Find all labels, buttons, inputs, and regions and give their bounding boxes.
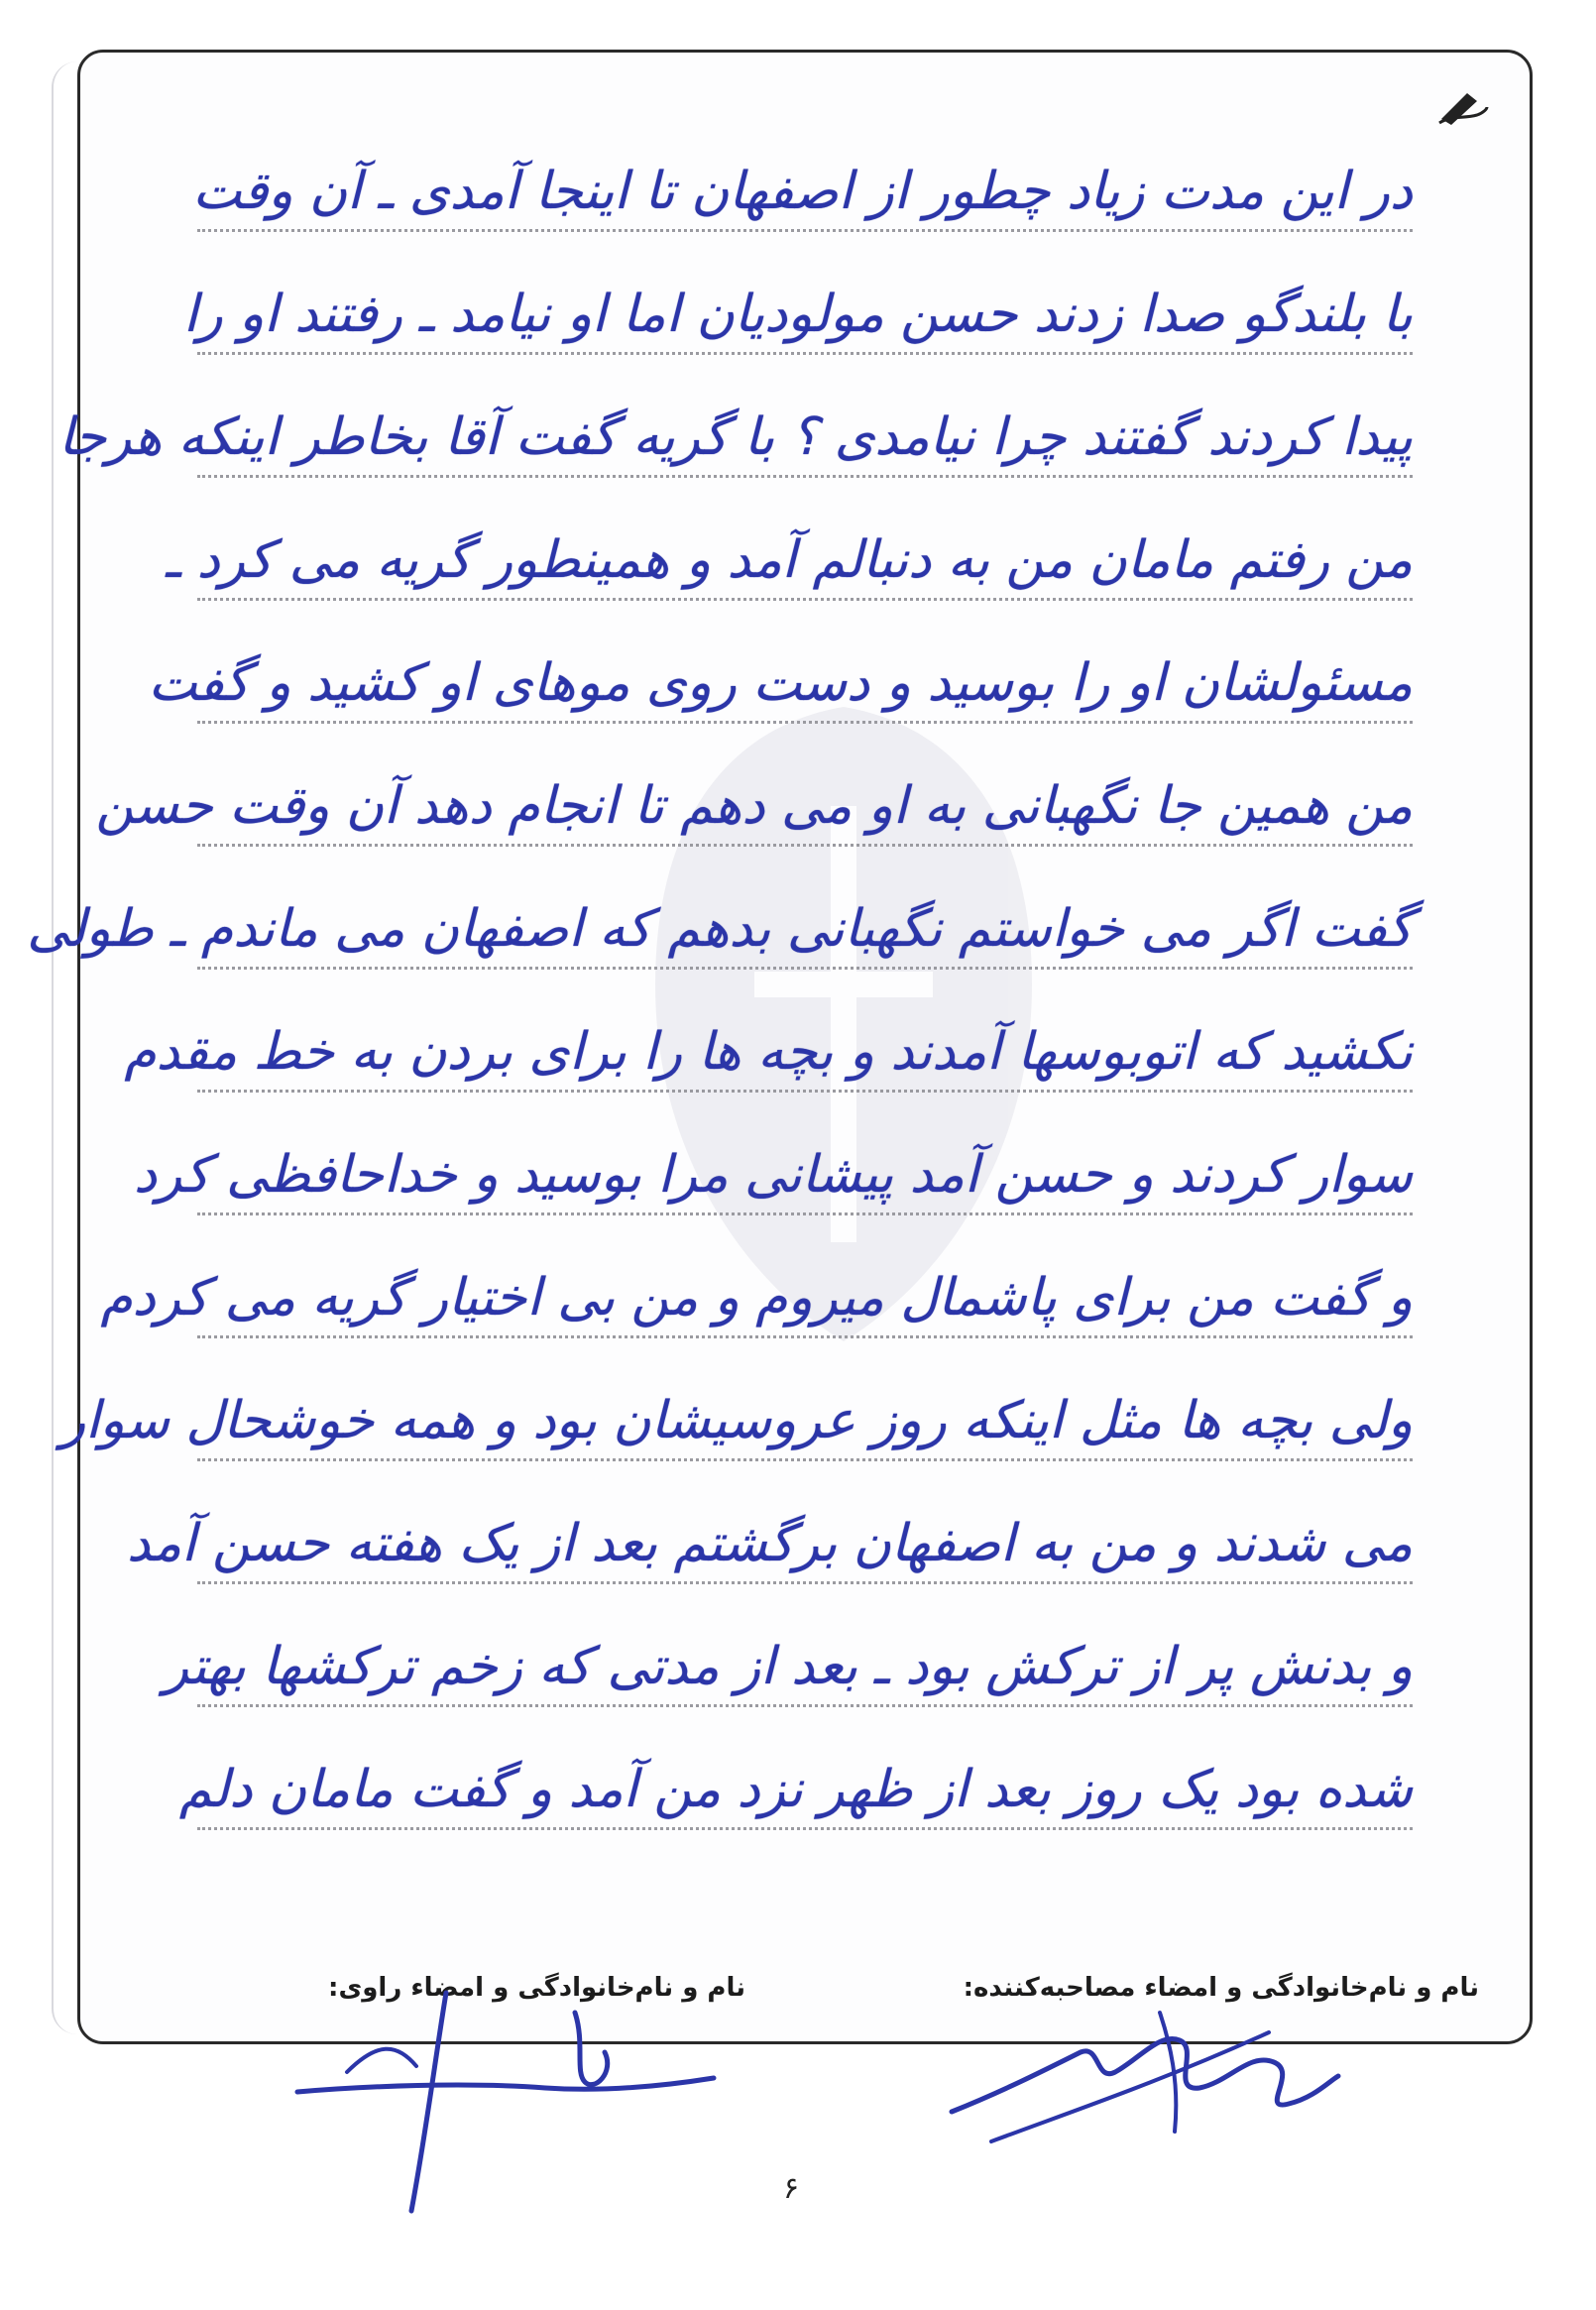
handwritten-text: مسئولشان او را بوسید و دست روی موهای او کشید و گفت <box>148 653 1413 713</box>
handwritten-text: گفت اگر می خواستم نگهبانی بدهم که اصفهان می ماندم ـ طولی <box>27 899 1413 959</box>
handwritten-text: با بلندگو صدا زدند حسن مولودیان اما او نیامد ـ رفتند او را <box>183 285 1413 344</box>
line-9 <box>133 1096 1413 1215</box>
handwritten-text: ولی بچه ها مثل اینکه روز عروسیشان بود و همه خوشحال سوار <box>59 1391 1413 1450</box>
handwritten-text: سوار کردند و حسن آمد پیشانی مرا بوسید و خداحافظی کرد <box>133 1145 1413 1205</box>
interviewer-signature <box>932 1993 1348 2161</box>
handwritten-text: در این مدت زیاد چطور از اصفهان تا اینجا آمدی ـ آن وقت <box>192 162 1413 221</box>
line-5 <box>148 604 1413 724</box>
line-1 <box>192 112 1413 232</box>
line-10 <box>100 1218 1413 1338</box>
interview-sheet <box>27 50 1533 2044</box>
line-11 <box>59 1341 1413 1461</box>
narrator-signature-label: نام و نام‌خانوادگی و امضاء راوی: <box>328 1973 745 2003</box>
line-13 <box>163 1587 1413 1707</box>
handwritten-text: نکشید که اتوبوسها آمدند و بچه ها را برای بردن به خط مقدم <box>124 1022 1413 1082</box>
handwritten-text: من رفتم مامان من به دنبالم آمد و همینطور گریه می کرد ـ <box>165 530 1413 590</box>
interviewer-signature-label: نام و نام‌خانوادگی و امضاء مصاحبه‌کننده: <box>963 1973 1479 2003</box>
page-number: ۶ <box>783 2171 800 2206</box>
line-6 <box>95 727 1413 847</box>
handwritten-text: و بدنش پر از ترکش بود ـ بعد از مدتی که زخم ترکشها بهتر <box>163 1637 1413 1696</box>
line-2 <box>183 235 1413 355</box>
pen-writing-icon <box>1437 85 1489 125</box>
handwritten-text: می شدند و من به اصفهان برگشتم بعد از یک هفته حسن آمد <box>126 1514 1413 1573</box>
handwritten-text: شده بود یک روز بعد از ظهر نزد من آمد و گفت مامان دلم <box>178 1760 1413 1819</box>
line-8 <box>124 973 1413 1093</box>
writing-lines <box>27 112 1413 1956</box>
line-12 <box>126 1464 1413 1584</box>
handwritten-text: من همین جا نگهبانی به او می دهم تا انجام دهد آن وقت حسن <box>95 776 1413 836</box>
line-4 <box>165 481 1413 601</box>
line-14 <box>178 1710 1413 1830</box>
narrator-signature <box>287 1983 724 2221</box>
handwritten-text: و گفت من برای پاشمال میروم و من بی اختیار گریه می کردم <box>100 1268 1413 1328</box>
handwritten-text: پیدا کردند گفتند چرا نیامدی ؟ با گریه گفت آقا بخاطر اینکه هرجا <box>58 407 1413 467</box>
line-3 <box>58 358 1413 478</box>
line-7 <box>27 850 1413 970</box>
